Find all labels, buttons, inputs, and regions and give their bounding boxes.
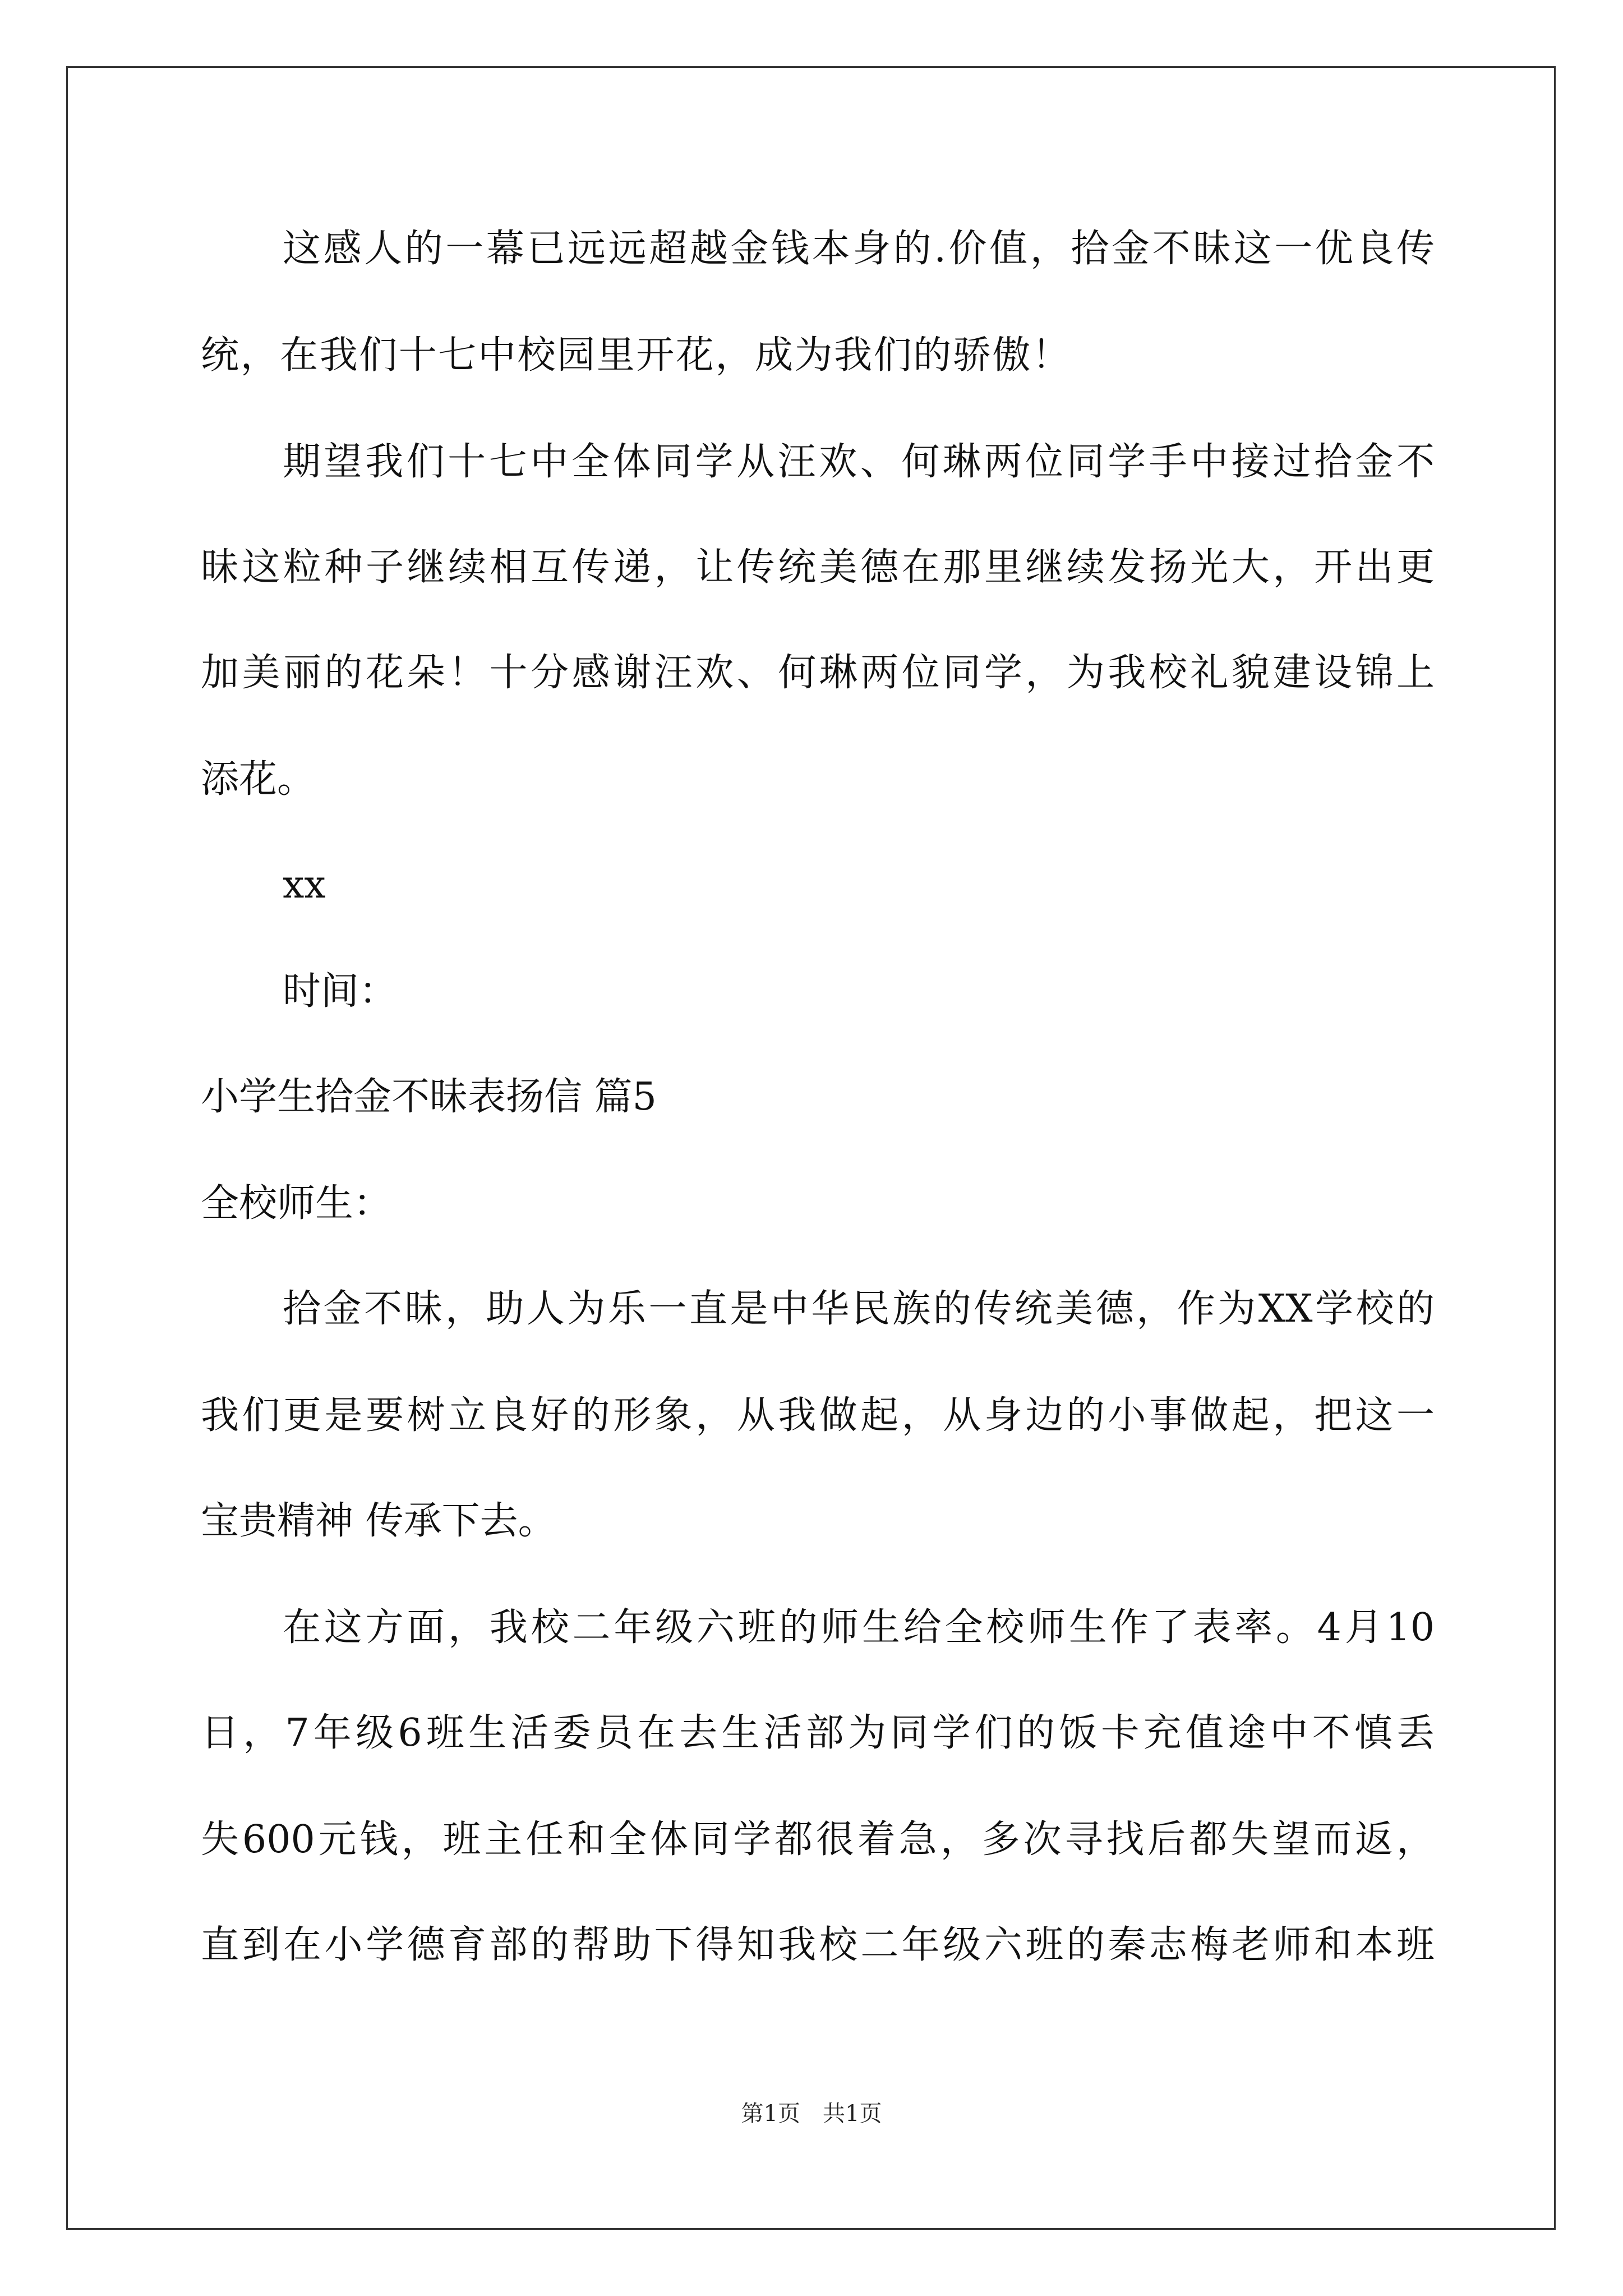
signature-placeholder: xx [283, 863, 326, 907]
text-line: 这感人的一幕已远远超越金钱本身的.价值，拾金不昧这一优良传 [283, 227, 1435, 271]
text-line: 拾金不昧，助人为乐一直是中华民族的传统美德，作为XX学校的 [283, 1287, 1435, 1331]
text-line: 加美丽的花朵！十分感谢汪欢、何琳两位同学，为我校礼貌建设锦上 [201, 651, 1435, 695]
page-number: 第1页 共1页 [741, 2101, 882, 2127]
text-line: 失600元钱，班主任和全体同学都很着急，多次寻找后都失望而返， [201, 1818, 1435, 1862]
text-line: 期望我们十七中全体同学从汪欢、何琳两位同学手中接过拾金不 [283, 440, 1435, 484]
salutation: 全校师生： [201, 1181, 392, 1226]
text-line: 昧这粒种子继续相互传递，让传统美德在那里继续发扬光大，开出更 [201, 545, 1435, 590]
page-border [66, 66, 1556, 2230]
text-line: 直到在小学德育部的帮助下得知我校二年级六班的秦志梅老师和本班 [201, 1923, 1435, 1967]
date-label: 时间： [283, 969, 398, 1014]
text-line: 统，在我们十七中校园里开花，成为我们的骄傲！ [201, 333, 1070, 378]
text-line: 宝贵精神 传承下去。 [201, 1499, 556, 1543]
text-line: 日，7年级6班生活委员在去生活部为同学们的饭卡充值途中不慎丢 [201, 1711, 1435, 1755]
text-line: 添花。 [201, 757, 316, 802]
text-line: 我们更是要树立良好的形象，从我做起，从身边的小事做起，把这一 [201, 1393, 1435, 1438]
section-title: 小学生拾金不昧表扬信 篇5 [201, 1075, 657, 1119]
text-line: 在这方面，我校二年级六班的师生给全校师生作了表率。4月10 [283, 1605, 1435, 1650]
